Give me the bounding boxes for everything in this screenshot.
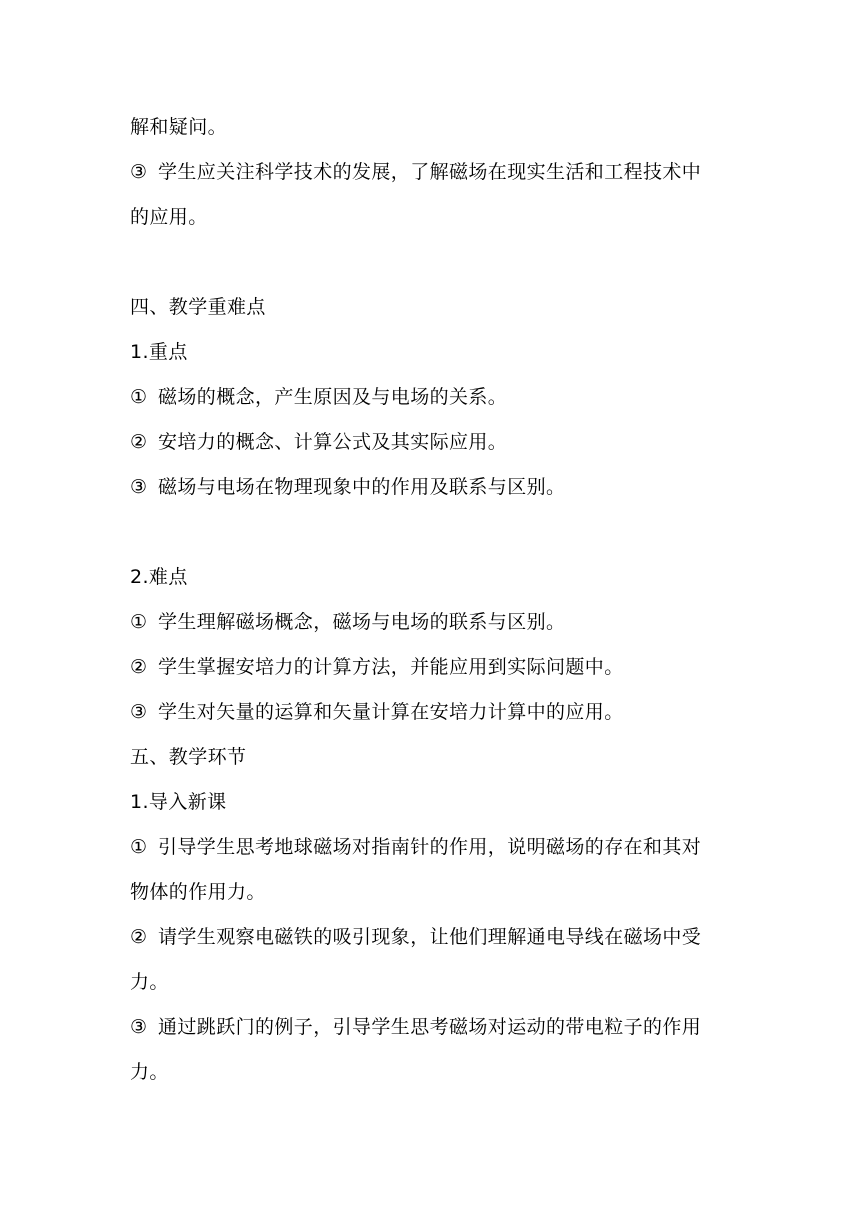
list-marker: ③: [130, 161, 148, 183]
list-marker: ③: [130, 476, 148, 498]
list-marker: ①: [130, 611, 148, 633]
section-heading: 四、教学重难点: [130, 296, 266, 318]
list-marker: ①: [130, 386, 148, 408]
list-item: ② 请学生观察电磁铁的吸引现象，让他们理解通电导线在磁场中受: [130, 926, 702, 948]
list-item: ③ 学生应关注科学技术的发展，了解磁场在现实生活和工程技术中: [130, 161, 702, 183]
list-item: ② 学生掌握安培力的计算方法，并能应用到实际问题中。: [130, 656, 624, 678]
list-marker: ②: [130, 926, 148, 948]
list-item: ③ 学生对矢量的运算和矢量计算在安培力计算中的应用。: [130, 701, 624, 723]
subsection-heading: 1.重点: [130, 341, 188, 363]
section-heading: 五、教学环节: [130, 746, 247, 768]
list-marker: ②: [130, 431, 148, 453]
text-line: 力。: [130, 971, 169, 993]
list-marker: ③: [130, 701, 148, 723]
list-item: ③ 磁场与电场在物理现象中的作用及联系与区别。: [130, 476, 566, 498]
list-item: ② 安培力的概念、计算公式及其实际应用。: [130, 431, 508, 453]
list-marker: ①: [130, 836, 148, 858]
text-line: 力。: [130, 1061, 169, 1083]
text-line: 解和疑问。: [130, 116, 228, 138]
list-item: ① 学生理解磁场概念，磁场与电场的联系与区别。: [130, 611, 566, 633]
subsection-heading: 1.导入新课: [130, 791, 227, 813]
subsection-heading: 2.难点: [130, 566, 188, 588]
list-marker: ③: [130, 1016, 148, 1038]
list-item: ① 引导学生思考地球磁场对指南针的作用，说明磁场的存在和其对: [130, 836, 702, 858]
text-line: 的应用。: [130, 206, 208, 228]
text-line: 物体的作用力。: [130, 881, 266, 903]
list-marker: ②: [130, 656, 148, 678]
list-item: ① 磁场的概念，产生原因及与电场的关系。: [130, 386, 508, 408]
list-item: ③ 通过跳跃门的例子，引导学生思考磁场对运动的带电粒子的作用: [130, 1016, 702, 1038]
